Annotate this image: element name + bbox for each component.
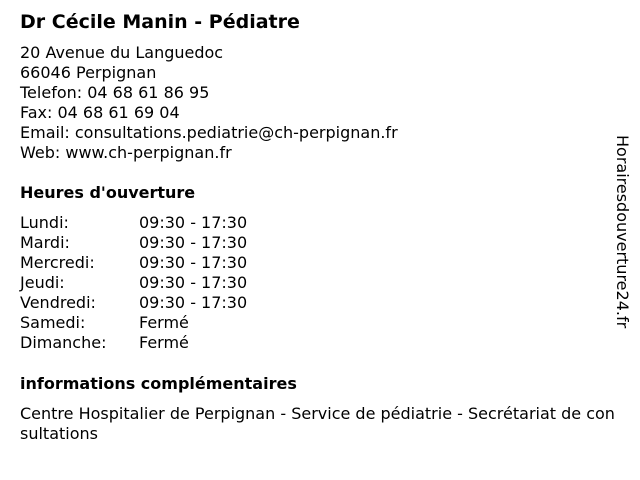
city-address: 66046 Perpignan xyxy=(20,63,157,82)
opening-hours-table xyxy=(20,213,247,353)
hours-time-value: 09:30 - 17:30 xyxy=(139,293,248,312)
hours-row-wednesday xyxy=(20,253,247,273)
additional-info-heading: informations complémentaires xyxy=(20,374,297,393)
hours-day-label: Samedi: xyxy=(20,313,86,332)
fax-number: Fax: 04 68 61 69 04 xyxy=(20,103,180,122)
hours-day-label: Mercredi: xyxy=(20,253,95,272)
hours-day-label: Jeudi: xyxy=(20,273,65,292)
hours-day-label: Mardi: xyxy=(20,233,70,252)
hours-day-label: Dimanche: xyxy=(20,333,107,352)
hours-row-friday xyxy=(20,293,247,313)
hours-row-tuesday xyxy=(20,233,247,253)
hours-time-value: 09:30 - 17:30 xyxy=(139,213,248,232)
hours-row-saturday xyxy=(20,313,247,333)
hours-row-thursday xyxy=(20,273,247,293)
contact-block xyxy=(20,43,398,163)
phone-number: Telefon: 04 68 61 86 95 xyxy=(20,83,210,102)
page-title: Dr Cécile Manin - Pédiatre xyxy=(20,11,300,33)
hours-row-monday xyxy=(20,213,247,233)
additional-info-text: Centre Hospitalier de Perpignan - Service de pédiatrie - Secrétariat de consultations xyxy=(20,404,615,443)
hours-row-sunday xyxy=(20,333,247,353)
street-address: 20 Avenue du Languedoc xyxy=(20,43,224,62)
site-watermark: Horairesdouverture24.fr xyxy=(613,135,632,329)
hours-time-value: Fermé xyxy=(139,333,189,352)
email-address: Email: consultations.pediatrie@ch-perpignan.fr xyxy=(20,123,398,142)
hours-time-value: 09:30 - 17:30 xyxy=(139,253,248,272)
hours-time-value: 09:30 - 17:30 xyxy=(139,233,248,252)
hours-day-label: Lundi: xyxy=(20,213,69,232)
website-address: Web: www.ch-perpignan.fr xyxy=(20,143,232,162)
hours-day-label: Vendredi: xyxy=(20,293,96,312)
hours-time-value: Fermé xyxy=(139,313,189,332)
hours-time-value: 09:30 - 17:30 xyxy=(139,273,248,292)
opening-hours-heading: Heures d'ouverture xyxy=(20,183,196,202)
